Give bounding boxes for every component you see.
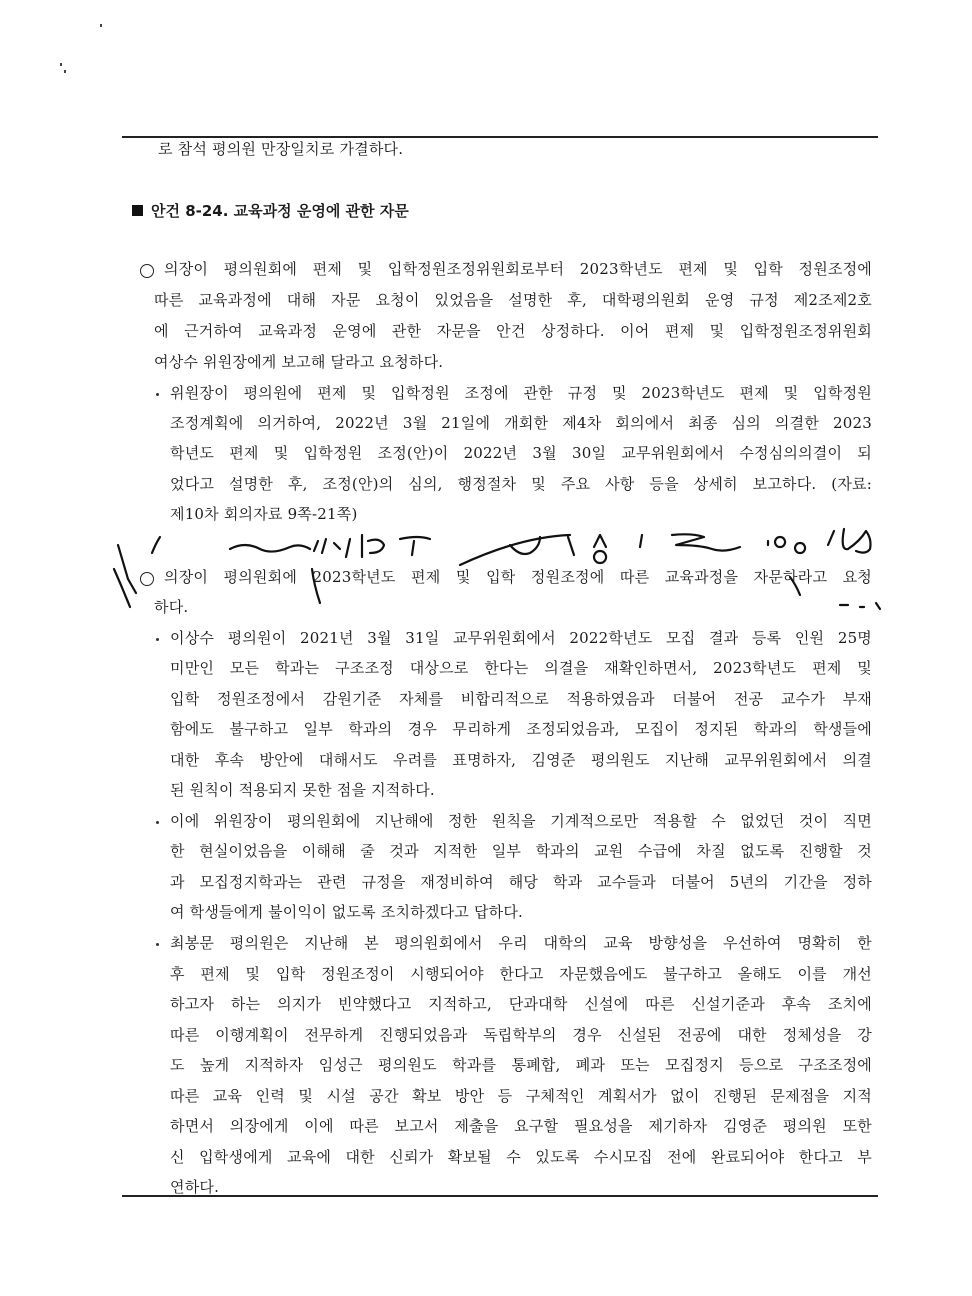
para2-sub3-line: 연하다. xyxy=(170,1178,220,1196)
carryover-line: 로 참석 평의원 만장일치로 가결하다. xyxy=(158,140,404,158)
para1-sub1-line: 학년도 편제 및 입학정원 조정(안)이 2022년 3월 30일 교무위원회에서 수정심의의결이 되 xyxy=(170,444,872,462)
para1-sub1-line: 었다고 설명한 후, 조정(안)의 심의, 행정절차 및 주요 사항 등을 상세히 보고하다. (자료: xyxy=(170,475,872,493)
para2-sub3-line: 따른 이행계획이 전무하게 진행되었음과 독립학부의 경우 신설된 전공에 대한 정체성을 강 xyxy=(170,1026,872,1044)
para2-sub3-line: 후 편제 및 입학 정원조정이 시행되어야 한다고 자문했음에도 불구하고 올해도 이를 개선 xyxy=(170,965,872,983)
bottom-rule xyxy=(122,1195,878,1197)
dot-bullet-icon xyxy=(156,821,159,824)
dot-bullet-icon xyxy=(156,943,159,946)
para2-sub3-line: 최봉문 평의원은 지난해 본 평의원회에서 우리 대학의 교육 방향성을 우선하여 명확히 한 xyxy=(170,934,872,952)
para1-sub1-line: 위원장이 평의원에 편제 및 입학정원 조정에 관한 규정 및 2023학년도 편제 및 입학정원 xyxy=(170,384,872,402)
para1-sub1-line: 제10차 회의자료 9쪽-21쪽) xyxy=(170,505,358,523)
circle-bullet-icon xyxy=(140,264,154,278)
para2-sub2-line: 한 현실이었음을 이해해 줄 것과 지적한 일부 학과의 교원 수급에 차질 없도록 진행할 것 xyxy=(170,842,872,860)
para1-line: 따른 교육과정에 대해 자문 요청이 있었음을 설명한 후, 대학평의원회 운영 규정 제2조제2호 xyxy=(154,291,872,309)
para2-sub3-line: 도 높게 지적하자 임성근 평의원도 학과를 통폐합, 폐과 또는 모집정지 등으로 구조조정에 xyxy=(170,1056,872,1074)
top-rule xyxy=(122,136,878,138)
para2-sub3-line: 신 입학생에게 교육에 대한 신뢰가 확보될 수 있도록 수시모집 전에 완료되어야 한다고 부 xyxy=(170,1148,872,1166)
para2-sub3-line: 하면서 의장에게 이에 따른 보고서 제출을 요구할 필요성을 제기하자 김영준 평의원 또한 xyxy=(170,1117,872,1135)
para2-sub2-line: 과 모집정지학과는 관련 규정을 재정비하여 해당 학과 교수들과 더불어 5년의 기간을 정하 xyxy=(170,873,872,891)
para2-line: 의장이 평의원회에 2023학년도 편제 및 입학 정원조정에 따른 교육과정을 자문하라고 요청 xyxy=(164,568,872,586)
scan-speck xyxy=(60,63,62,66)
para2-sub2-line: 여 학생들에게 불이익이 없도록 조치하겠다고 답하다. xyxy=(170,903,523,921)
para2-sub1-line: 대한 후속 방안에 대해서도 우려를 표명하자, 김영준 평의원도 지난해 교무위원회에서 의결 xyxy=(170,751,872,769)
scan-speck xyxy=(100,24,102,27)
para2-sub1-line: 함에도 불구하고 일부 학과의 경우 무리하게 조정되었음과, 모집이 정지된 학과의 학생들에 xyxy=(170,720,872,738)
para2-sub1-line: 미만인 모든 학과는 구조조정 대상으로 한다는 의결을 재확인하면서, 2023학년도 편제 및 xyxy=(170,659,872,677)
dot-bullet-icon xyxy=(156,638,159,641)
scan-speck xyxy=(64,70,66,73)
section-heading-text: 안건 8-24. 교육과정 운영에 관한 자문 xyxy=(151,202,409,220)
para2-sub2-line: 이에 위원장이 평의원회에 지난해에 정한 원칙을 기계적으로만 적용할 수 없었던 것이 직면 xyxy=(170,812,872,830)
square-bullet-icon xyxy=(132,205,143,216)
para1-line: 에 근거하여 교육과정 운영에 관한 자문을 안건 상정하다. 이어 편제 및 입학정원조정위원회 xyxy=(154,322,872,340)
para1-line: 여상수 위원장에게 보고해 달라고 요청하다. xyxy=(154,353,444,371)
para2-sub3-line: 따른 교육 인력 및 시설 공간 확보 방안 등 구체적인 계획서가 없이 진행된 문제점을 지적 xyxy=(170,1087,872,1105)
section-heading xyxy=(132,201,409,221)
para2-line: 하다. xyxy=(154,598,189,616)
para1-sub1-line: 조정계획에 의거하여, 2022년 3월 21일에 개회한 제4차 회의에서 최종 심의 의결한 2023 xyxy=(170,414,872,432)
para1-line: 의장이 평의원회에 편제 및 입학정원조정위원회로부터 2023학년도 편제 및 입학 정원조정에 xyxy=(164,260,872,278)
para2-sub1-line: 입학 정원조정에서 감원기준 자체를 비합리적으로 적용하였음과 더불어 전공 교수가 부재 xyxy=(170,690,872,708)
para2-sub1-line: 이상수 평의원이 2021년 3월 31일 교무위원회에서 2022학년도 모집 결과 등록 인원 25명 xyxy=(170,629,872,647)
para2-sub3-line: 하고자 하는 의지가 빈약했다고 지적하고, 단과대학 신설에 따른 신설기준과 후속 조치에 xyxy=(170,995,872,1013)
para2-sub1-line: 된 원칙이 적용되지 못한 점을 지적하다. xyxy=(170,781,435,799)
dot-bullet-icon xyxy=(156,393,159,396)
circle-bullet-icon xyxy=(140,572,154,586)
